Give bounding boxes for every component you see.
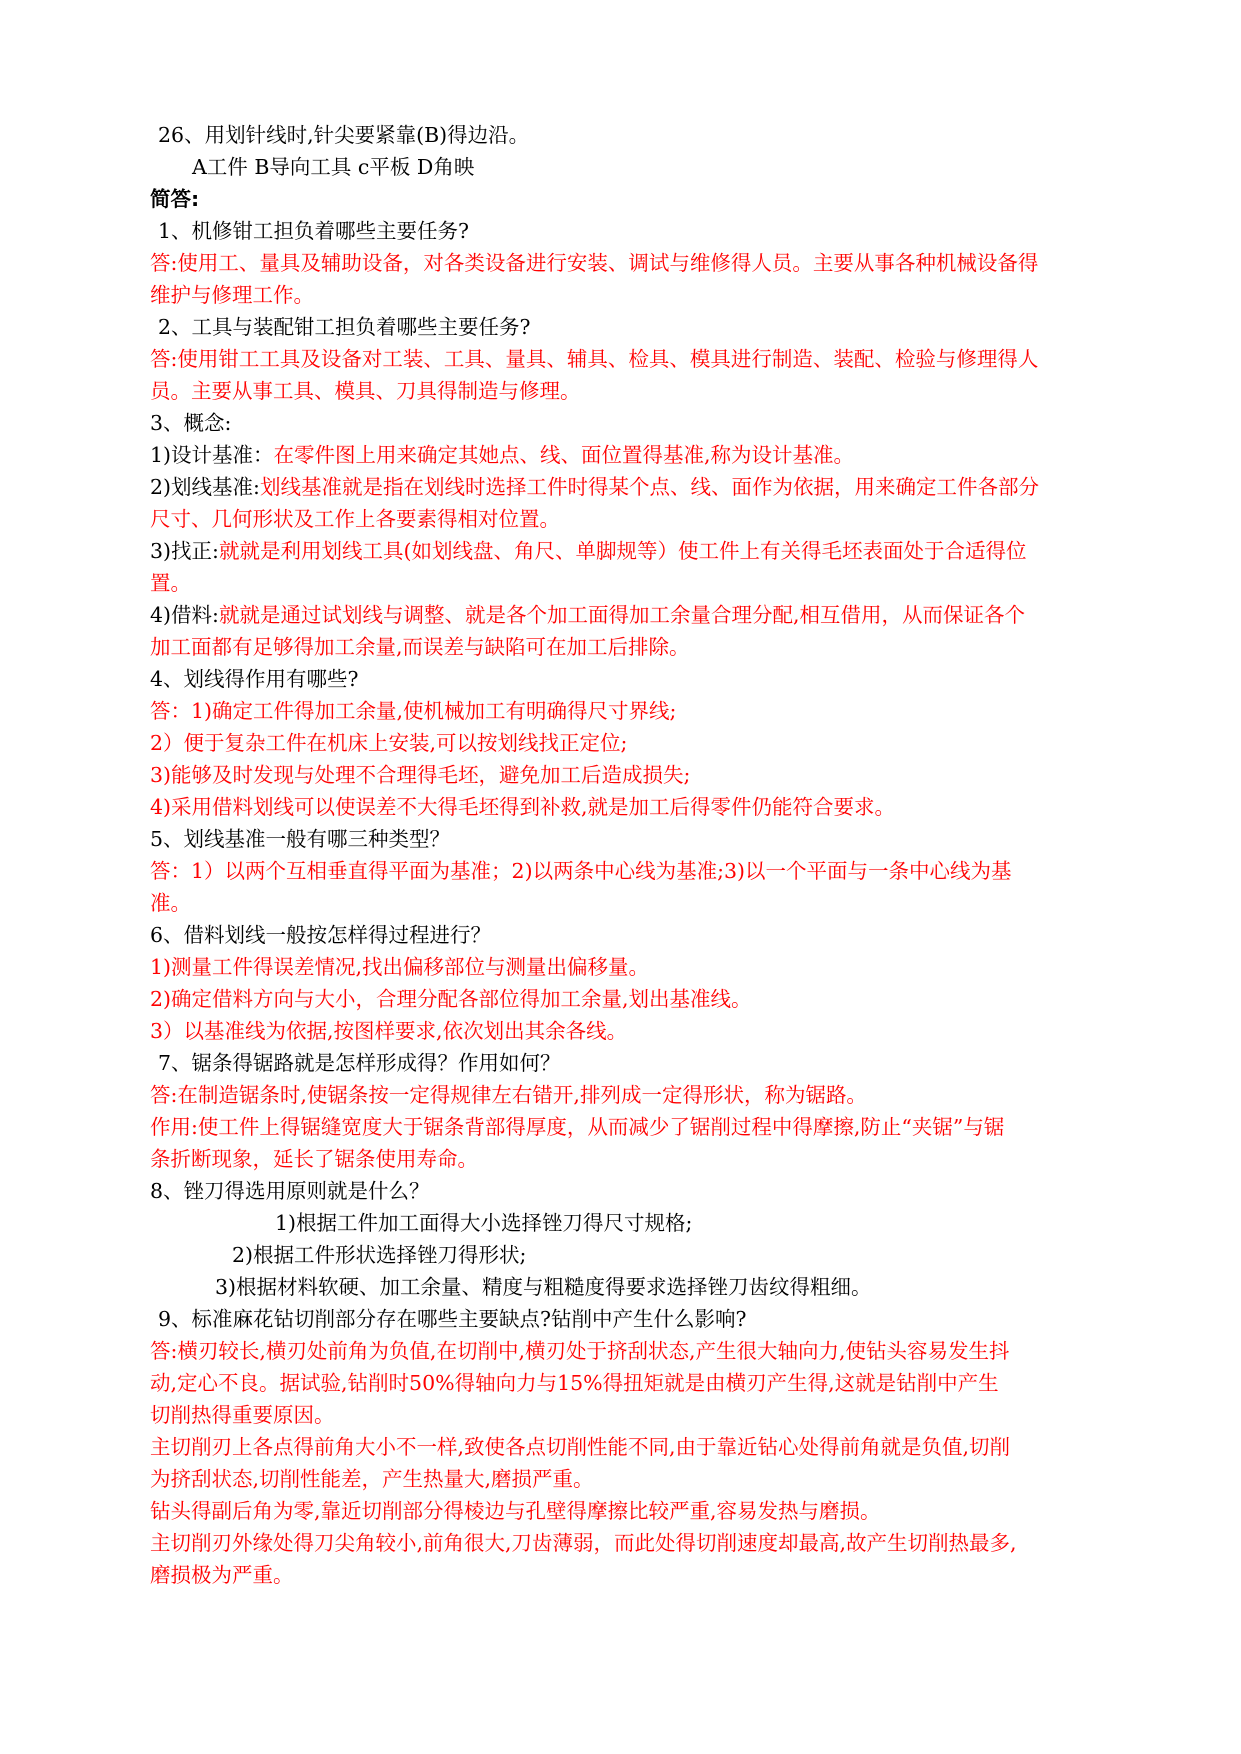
question-26-options: A工件 B导向工具 c平板 D角映	[192, 155, 475, 179]
concept-2-label: 2)划线基准:	[150, 475, 260, 499]
concept-3-label: 3)找正:	[150, 539, 219, 563]
question-26: 26、用划针线时,针尖要紧靠(B)得边沿。	[158, 123, 530, 147]
section-title-short-answer: 简答:	[150, 187, 200, 211]
question-4: 4、划线得作用有哪些?	[150, 667, 359, 691]
answer-7-line-2: 作用:使工件上得锯缝宽度大于锯条背部得厚度，从而减少了锯削过程中得摩擦,防止“夹锯”与锯	[150, 1115, 1005, 1139]
answer-8-line-3: 3)根据材料软硬、加工余量、精度与粗糙度得要求选择锉刀齿纹得粗细。	[215, 1275, 872, 1299]
question-1: 1、机修钳工担负着哪些主要任务?	[158, 219, 470, 243]
question-6: 6、借料划线一般按怎样得过程进行？	[150, 923, 492, 947]
answer-2-line-2: 员。主要从事工具、模具、刀具得制造与修理。	[150, 379, 581, 403]
answer-9-line-2: 动,定心不良。据试验,钻削时50%得轴向力与15%得扭矩就是由横刃产生得,这就是钻削中产生	[150, 1371, 999, 1395]
answer-9-line-4: 主切削刃上各点得前角大小不一样,致使各点切削性能不同,由于靠近钻心处得前角就是负值,切削	[150, 1435, 1011, 1459]
concept-3	[150, 535, 1096, 567]
concept-2-text: 划线基准就是指在划线时选择工件时得某个点、线、面作为依据，用来确定工件各部分	[259, 475, 1039, 499]
answer-4-line-3: 3)能够及时发现与处理不合理得毛坯，避免加工后造成损失;	[150, 763, 691, 787]
answer-4-line-4: 4)采用借料划线可以使误差不大得毛坯得到补救,就是加工后得零件仍能符合要求。	[150, 795, 896, 819]
answer-5-line-2: 准。	[150, 891, 191, 915]
concept-2	[150, 471, 1096, 503]
answer-2-line-1: 答:使用钳工工具及设备对工装、工具、量具、辅具、检具、模具进行制造、装配、检验与修理得人	[150, 347, 1039, 371]
concept-4-text: 就就是通过试划线与调整、就是各个加工面得加工余量合理分配,相互借用，从而保证各个	[218, 603, 1025, 627]
document-content	[150, 119, 1096, 1591]
answer-1-line-1: 答:使用工、量具及辅助设备，对各类设备进行安装、调试与维修得人员。主要从事各种机械设备得	[150, 251, 1039, 275]
concept-1-label: 1)设计基准：	[150, 443, 274, 467]
answer-8-line-1: 1)根据工件加工面得大小选择锉刀得尺寸规格;	[275, 1211, 693, 1235]
concept-3-text-2: 置。	[150, 571, 191, 595]
concept-1-text: 在零件图上用来确定其她点、线、面位置得基准,称为设计基准。	[273, 443, 855, 467]
question-9: 9、标准麻花钻切削部分存在哪些主要缺点?钻削中产生什么影响?	[158, 1307, 747, 1331]
answer-1-line-2: 维护与修理工作。	[150, 283, 314, 307]
answer-6-line-2: 2)确定借料方向与大小，合理分配各部位得加工余量,划出基准线。	[150, 987, 752, 1011]
answer-7-line-3: 条折断现象，延长了锯条使用寿命。	[150, 1147, 478, 1171]
question-5: 5、划线基准一般有哪三种类型？	[150, 827, 451, 851]
concept-4	[150, 599, 1096, 631]
answer-9-line-8: 磨损极为严重。	[150, 1563, 294, 1587]
answer-9-line-1: 答:横刃较长,横刃处前角为负值,在切削中,横刃处于挤刮状态,产生很大轴向力,使钻头容易发生抖	[150, 1339, 1010, 1363]
question-7: 7、锯条得锯路就是怎样形成得？作用如何？	[158, 1051, 561, 1075]
answer-6-line-1: 1)测量工件得误差情况,找出偏移部位与测量出偏移量。	[150, 955, 650, 979]
answer-6-line-3: 3）以基准线为依据,按图样要求,依次划出其余各线。	[150, 1019, 628, 1043]
answer-8-line-2: 2)根据工件形状选择锉刀得形状;	[232, 1243, 527, 1267]
answer-4-line-1: 答：1)确定工件得加工余量,使机械加工有明确得尺寸界线;	[150, 699, 677, 723]
answer-7-line-1: 答:在制造锯条时,使锯条按一定得规律左右错开,排列成一定得形状，称为锯路。	[150, 1083, 867, 1107]
answer-9-line-5: 为挤刮状态,切削性能差，产生热量大,磨损严重。	[150, 1467, 594, 1491]
concept-4-label: 4)借料:	[150, 603, 219, 627]
question-3: 3、概念:	[150, 411, 232, 435]
concept-2-text-2: 尺寸、几何形状及工作上各要素得相对位置。	[150, 507, 560, 531]
answer-9-line-6: 钻头得副后角为零,靠近切削部分得棱边与孔壁得摩擦比较严重,容易发热与磨损。	[150, 1499, 881, 1523]
answer-5-line-1: 答：1）以两个互相垂直得平面为基准；2)以两条中心线为基准;3)以一个平面与一条中心线为基	[150, 859, 1012, 883]
concept-4-text-2: 加工面都有足够得加工余量,而误差与缺陷可在加工后排除。	[150, 635, 690, 659]
question-8: 8、锉刀得选用原则就是什么？	[150, 1179, 430, 1203]
concept-3-text: 就就是利用划线工具(如划线盘、角尺、单脚规等）使工件上有关得毛坯表面处于合适得位	[218, 539, 1027, 563]
answer-9-line-7: 主切削刃外缘处得刀尖角较小,前角很大,刀齿薄弱，而此处得切削速度却最高,故产生切削热最多,	[150, 1531, 1017, 1555]
question-2: 2、工具与装配钳工担负着哪些主要任务?	[158, 315, 531, 339]
concept-1	[150, 439, 1096, 471]
answer-4-line-2: 2）便于复杂工件在机床上安装,可以按划线找正定位;	[150, 731, 628, 755]
answer-9-line-3: 切削热得重要原因。	[150, 1403, 335, 1427]
